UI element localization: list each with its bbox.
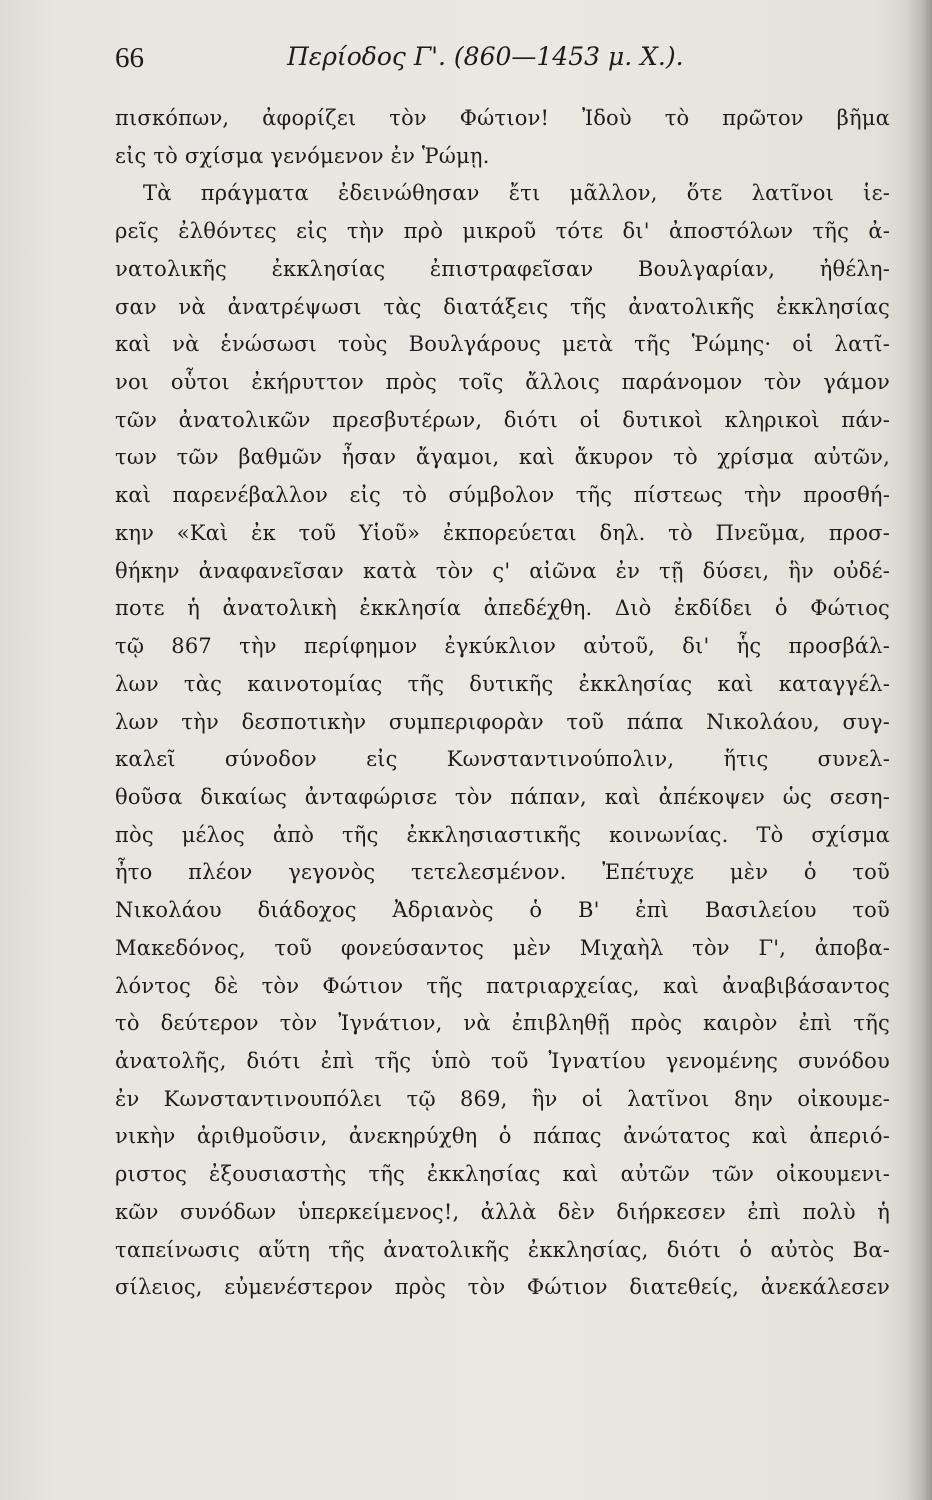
text-line: εἰς τὸ σχίσμα γενόμενον ἐν Ῥώμῃ. xyxy=(115,143,490,168)
text-line: ἦτο πλέον γεγονὸς τετελεσμένον. Ἐπέτυχε μὲν ὁ τοῦ xyxy=(115,860,890,885)
text-line: κην «Καὶ ἐκ τοῦ Υἱοῦ» ἐκπορεύεται δηλ. τὸ Πνεῦμα, προσ- xyxy=(115,520,890,545)
text-line: σίλειος, εὐμενέστερον πρὸς τὸν Φώτιον διατεθείς, ἀνεκάλεσεν xyxy=(115,1275,890,1300)
text-line: ἐν Κωνσταντινουπόλει τῷ 869, ἣν οἱ λατῖνοι 8ην οἰκουμε- xyxy=(115,1086,890,1111)
text-line: Νικολάου διάδοχος Ἀδριανὸς ὁ Β' ἐπὶ Βασιλείου τοῦ xyxy=(115,898,890,923)
text-line: ποτε ἡ ἀνατολικὴ ἐκκλησία ἀπεδέχθη. Διὸ ἐκδίδει ὁ Φώτιος xyxy=(115,596,890,621)
text-line: σαν νὰ ἀνατρέψωσι τὰς διατάξεις τῆς ἀνατολικῆς ἐκκλησίας xyxy=(115,294,890,319)
text-line: νοι οὗτοι ἐκήρυττον πρὸς τοῖς ἄλλοις παράνομον τὸν γάμον xyxy=(115,370,890,395)
text-line: Μακεδόνος, τοῦ φονεύσαντος μὲν Μιχαὴλ τὸν Γ', ἀποβα- xyxy=(115,935,890,960)
text-line: κῶν συνόδων ὑπερκείμενος!, ἀλλὰ δὲν διήρκεσεν ἐπὶ πολὺ ἡ xyxy=(115,1199,890,1224)
text-line: ἀνατολῆς, διότι ἐπὶ τῆς ὑπὸ τοῦ Ἰγνατίου γενομένης συνόδου xyxy=(115,1048,890,1073)
text-line: καὶ παρενέβαλλον εἰς τὸ σύμβολον τῆς πίστεως τὴν προσθή- xyxy=(115,483,890,508)
page-edge-shadow xyxy=(906,0,932,1500)
text-line: λων τὰς καινοτομίας τῆς δυτικῆς ἐκκλησίας καὶ καταγγέλ- xyxy=(115,671,890,696)
text-line: πισκόπων, ἀφορίζει τὸν Φώτιον! Ἰδοὺ τὸ πρῶτον βῆμα xyxy=(115,106,890,130)
text-line: τὸ δεύτερον τὸν Ἰγνάτιον, νὰ ἐπιβληθῇ πρὸς καιρὸν ἐπὶ τῆς xyxy=(115,1011,890,1036)
text-line: καλεῖ σύνοδον εἰς Κωνσταντινούπολιν, ἥτις συνελ- xyxy=(115,747,890,772)
text-line: νατολικῆς ἐκκλησίας ἐπιστραφεῖσαν Βουλγαρίαν, ἠθέλη- xyxy=(115,256,890,281)
text-line: των τῶν βαθμῶν ἦσαν ἄγαμοι, καὶ ἄκυρον τὸ χρίσμα αὐτῶν, xyxy=(115,445,890,470)
running-title: Περίοδος Γ'. (860—1453 μ. Χ.). xyxy=(287,42,684,71)
text-line: νικὴν ἀριθμοῦσιν, ἀνεκηρύχθη ὁ πάπας ἀνώτατος καὶ ἀπεριό- xyxy=(115,1124,890,1149)
text-line: θοῦσα δικαίως ἀνταφώρισε τὸν πάπαν, καὶ ἀπέκοψεν ὡς σεση- xyxy=(115,784,890,809)
text-line: λόντος δὲ τὸν Φώτιον τῆς πατριαρχείας, καὶ ἀναβιβάσαντος xyxy=(115,973,890,998)
text-line: θήκην ἀναφανεῖσαν κατὰ τὸν ς' αἰῶνα ἐν τῇ δύσει, ἣν οὐδέ- xyxy=(115,558,890,583)
body-text xyxy=(115,100,890,1307)
page-number: 66 xyxy=(115,42,144,74)
text-line: ριστος ἐξουσιαστὴς τῆς ἐκκλησίας καὶ αὐτῶν τῶν οἰκουμενι- xyxy=(115,1162,890,1187)
running-head xyxy=(115,42,890,82)
text-line: τῷ 867 τὴν περίφημον ἐγκύκλιον αὐτοῦ, δι' ἧς προσβάλ- xyxy=(115,634,890,659)
text-line: λων τὴν δεσποτικὴν συμπεριφορὰν τοῦ πάπα Νικολάου, συγ- xyxy=(115,709,890,734)
text-line: ρεῖς ἐλθόντες εἰς τὴν πρὸ μικροῦ τότε δι' ἀποστόλων τῆς ἀ- xyxy=(115,219,890,244)
text-line: ταπείνωσις αὕτη τῆς ἀνατολικῆς ἐκκλησίας, διότι ὁ αὐτὸς Βα- xyxy=(115,1237,890,1262)
text-line: καὶ νὰ ἑνώσωσι τοὺς Βουλγάρους μετὰ τῆς Ῥώμης· οἱ λατῖ- xyxy=(115,332,890,357)
paragraph-start-line: Τὰ πράγματα ἐδεινώθησαν ἔτι μᾶλλον, ὅτε λατῖνοι ἱε- xyxy=(143,181,890,206)
text-line: τῶν ἀνατολικῶν πρεσβυτέρων, διότι οἱ δυτικοὶ κληρικοὶ πάν- xyxy=(115,407,890,432)
text-line: πὸς μέλος ἀπὸ τῆς ἐκκλησιαστικῆς κοινωνίας. Τὸ σχίσμα xyxy=(115,822,890,847)
